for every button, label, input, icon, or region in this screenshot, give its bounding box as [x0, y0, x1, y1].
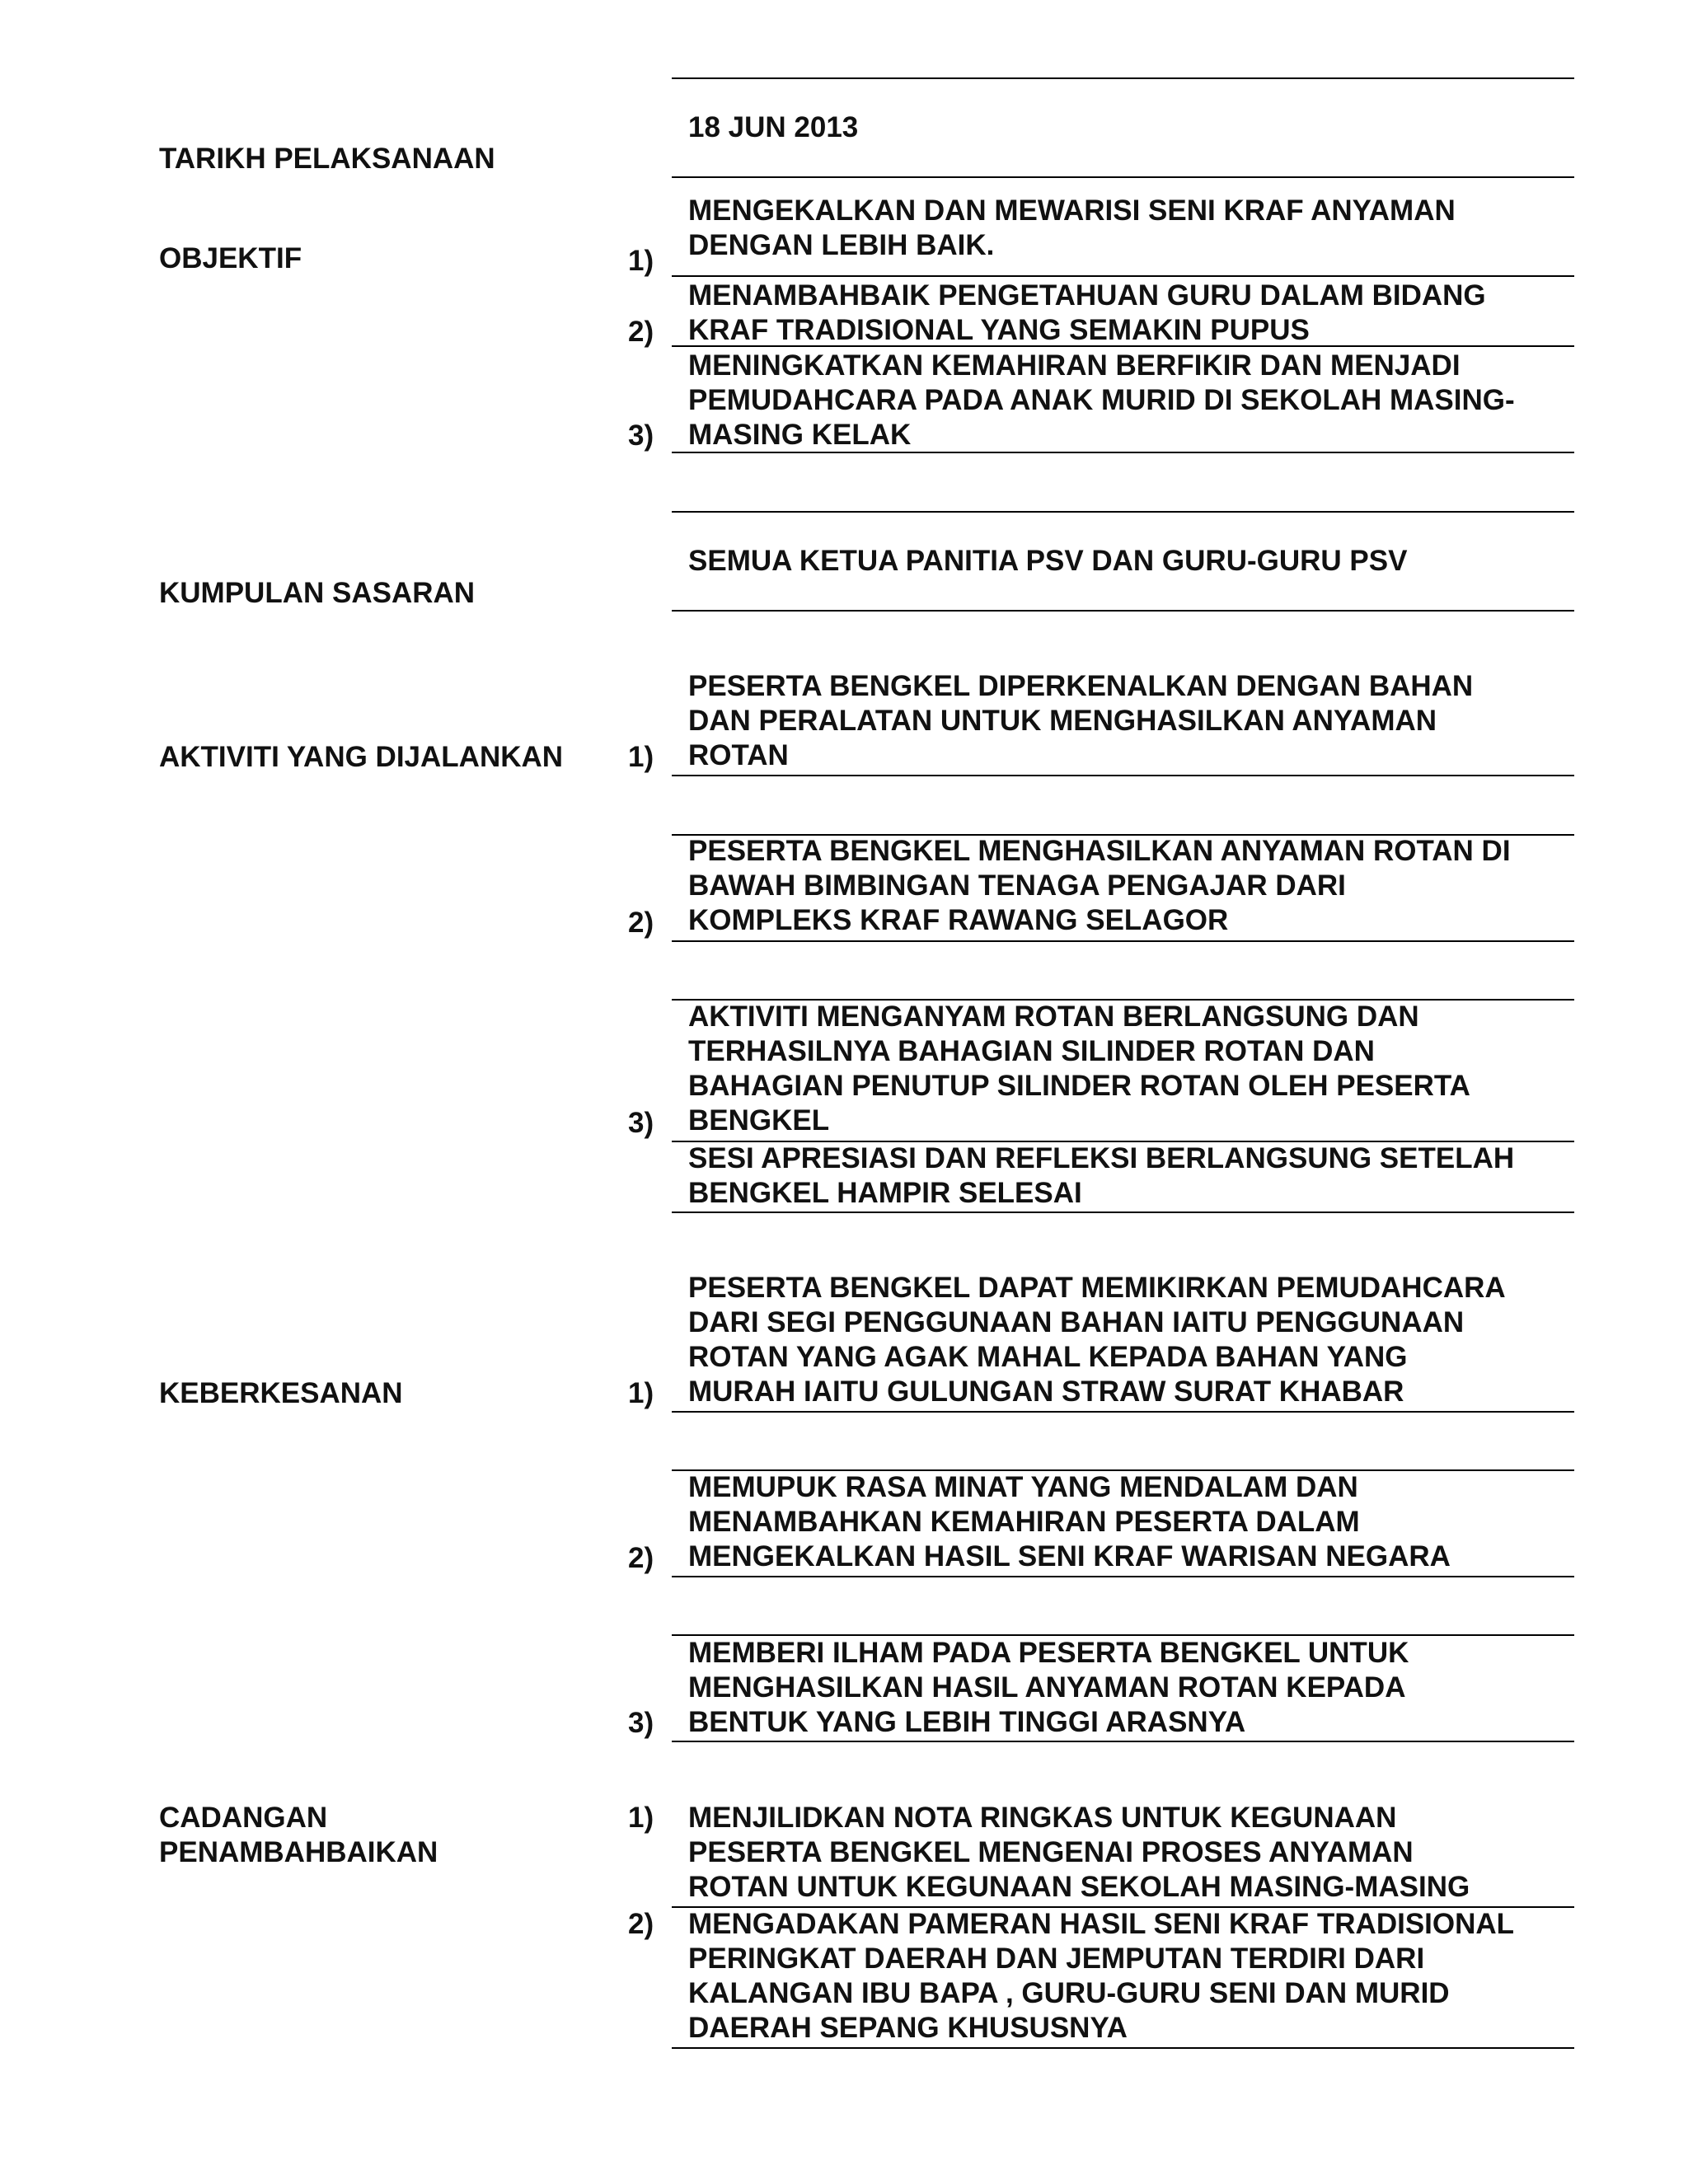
aktiviti-4-line-1: SESI APRESIASI DAN REFLEKSI BERLANGSUNG SETELAH	[688, 1142, 1515, 1174]
item-number: 3)	[628, 1107, 654, 1139]
item-number: 2)	[628, 907, 654, 939]
aktiviti-1-line-1: PESERTA BENGKEL DIPERKENALKAN DENGAN BAHAN	[688, 670, 1474, 702]
cadangan-1-line-2: PESERTA BENGKEL MENGENAI PROSES ANYAMAN	[688, 1836, 1414, 1868]
item-number: 1)	[628, 741, 654, 773]
keberkesanan-3-line-1: MEMBERI ILHAM PADA PESERTA BENGKEL UNTUK	[688, 1637, 1409, 1669]
aktiviti-3-line-1: AKTIVITI MENGANYAM ROTAN BERLANGSUNG DAN	[688, 1001, 1419, 1033]
rule	[672, 511, 1574, 513]
aktiviti-2-line-3: KOMPLEKS KRAF RAWANG SELAGOR	[688, 904, 1229, 936]
item-number: 1)	[628, 1802, 654, 1834]
objektif-2-line-1: MENAMBAHBAIK PENGETAHUAN GURU DALAM BIDANG	[688, 279, 1486, 312]
rule	[672, 775, 1574, 776]
keberkesanan-1-line-2: DARI SEGI PENGGUNAAN BAHAN IAITU PENGGUNAAN	[688, 1306, 1465, 1338]
item-number: 1)	[628, 1377, 654, 1409]
keberkesanan-2-line-1: MEMUPUK RASA MINAT YANG MENDALAM DAN	[688, 1471, 1358, 1503]
aktiviti-3-line-3: BAHAGIAN PENUTUP SILINDER ROTAN OLEH PESERTA	[688, 1070, 1470, 1102]
cadangan-2-line-4: DAERAH SEPANG KHUSUSNYA	[688, 2012, 1128, 2044]
section-label-cadangan-line-2: PENAMBAHBAIKAN	[159, 1836, 438, 1868]
aktiviti-2-line-1: PESERTA BENGKEL MENGHASILKAN ANYAMAN ROTAN DI	[688, 835, 1511, 867]
keberkesanan-2-line-2: MENAMBAHKAN KEMAHIRAN PESERTA DALAM	[688, 1506, 1360, 1538]
aktiviti-2-line-2: BAWAH BIMBINGAN TENAGA PENGAJAR DARI	[688, 869, 1346, 902]
section-label-sasaran: KUMPULAN SASARAN	[159, 577, 476, 609]
keberkesanan-1-line-4: MURAH IAITU GULUNGAN STRAW SURAT KHABAR	[688, 1376, 1404, 1408]
rule	[672, 176, 1574, 178]
rule-bottom	[672, 2047, 1574, 2049]
cadangan-1-line-3: ROTAN UNTUK KEGUNAAN SEKOLAH MASING-MASING	[688, 1871, 1470, 1903]
cadangan-2-line-1: MENGADAKAN PAMERAN HASIL SENI KRAF TRADISIONAL	[688, 1908, 1515, 1940]
item-number: 2)	[628, 1542, 654, 1574]
rule	[672, 1576, 1574, 1577]
objektif-1-line-1: MENGEKALKAN DAN MEWARISI SENI KRAF ANYAMAN	[688, 194, 1456, 227]
keberkesanan-2-line-3: MENGEKALKAN HASIL SENI KRAF WARISAN NEGARA	[688, 1540, 1451, 1572]
keberkesanan-1-line-3: ROTAN YANG AGAK MAHAL KEPADA BAHAN YANG	[688, 1341, 1408, 1373]
section-label-aktiviti: AKTIVITI YANG DIJALANKAN	[159, 741, 564, 773]
section-label-cadangan-line-1: CADANGAN	[159, 1802, 328, 1834]
cadangan-2-line-3: KALANGAN IBU BAPA , GURU-GURU SENI DAN MURID	[688, 1977, 1450, 2009]
objektif-3-line-2: PEMUDAHCARA PADA ANAK MURID DI SEKOLAH MASING-	[688, 384, 1515, 416]
objektif-3-line-3: MASING KELAK	[688, 419, 912, 451]
objektif-3-line-1: MENINGKATKAN KEMAHIRAN BERFIKIR DAN MENJADI	[688, 349, 1461, 382]
aktiviti-3-line-2: TERHASILNYA BAHAGIAN SILINDER ROTAN DAN	[688, 1035, 1375, 1067]
rule	[672, 1741, 1574, 1742]
rule	[672, 1212, 1574, 1213]
keberkesanan-3-line-2: MENGHASILKAN HASIL ANYAMAN ROTAN KEPADA	[688, 1671, 1406, 1704]
keberkesanan-3-line-3: BENTUK YANG LEBIH TINGGI ARASNYA	[688, 1706, 1246, 1738]
rule	[672, 1411, 1574, 1413]
item-number: 2)	[628, 1908, 654, 1940]
item-number: 3)	[628, 1707, 654, 1739]
cadangan-1-line-1: MENJILIDKAN NOTA RINGKAS UNTUK KEGUNAAN	[688, 1802, 1397, 1834]
aktiviti-1-line-3: ROTAN	[688, 739, 789, 771]
cadangan-2-line-2: PERINGKAT DAERAH DAN JEMPUTAN TERDIRI DARI	[688, 1943, 1425, 1975]
rule	[672, 940, 1574, 942]
section-label-tarikh: TARIKH PELAKSANAAN	[159, 143, 495, 175]
item-number: 2)	[628, 316, 654, 348]
objektif-1-line-2: DENGAN LEBIH BAIK.	[688, 229, 995, 261]
tarikh-value: 18 JUN 2013	[688, 111, 859, 143]
section-label-keberkesanan: KEBERKESANAN	[159, 1377, 403, 1409]
rule-top	[672, 77, 1574, 79]
aktiviti-3-line-4: BENGKEL	[688, 1104, 830, 1137]
section-label-objektif: OBJEKTIF	[159, 242, 302, 274]
item-number: 3)	[628, 419, 654, 452]
aktiviti-4-line-2: BENGKEL HAMPIR SELESAI	[688, 1177, 1082, 1209]
sasaran-value: SEMUA KETUA PANITIA PSV DAN GURU-GURU PSV	[688, 545, 1408, 577]
objektif-2-line-2: KRAF TRADISIONAL YANG SEMAKIN PUPUS	[688, 314, 1310, 346]
item-number: 1)	[628, 245, 654, 277]
rule	[672, 275, 1574, 277]
keberkesanan-1-line-1: PESERTA BENGKEL DAPAT MEMIKIRKAN PEMUDAHCARA	[688, 1272, 1506, 1304]
aktiviti-1-line-2: DAN PERALATAN UNTUK MENGHASILKAN ANYAMAN	[688, 705, 1437, 737]
rule	[672, 610, 1574, 612]
